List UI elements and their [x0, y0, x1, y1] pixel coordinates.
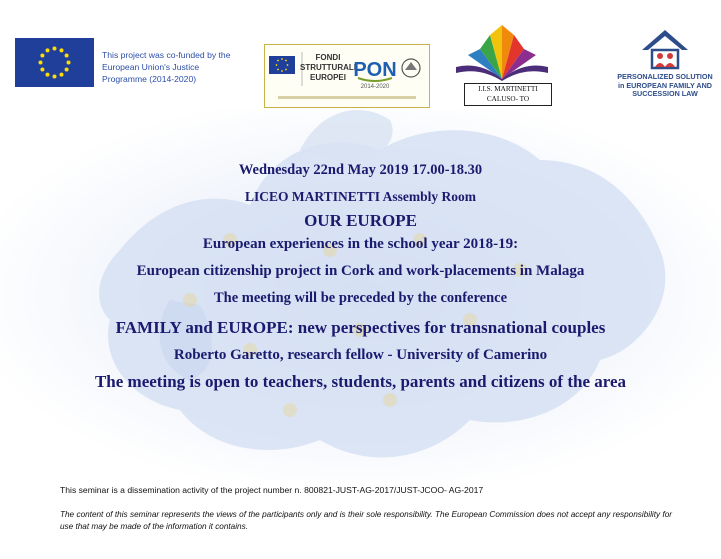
- project-logo-line3: SUCCESSION LAW: [632, 89, 698, 99]
- school-logo-icon: [450, 21, 554, 81]
- pon-years: 2014-2020: [360, 84, 390, 90]
- eu-funding-note: This project was co-funded by the European Union's Justice Programme (2014-2020): [102, 50, 231, 84]
- pon-line2: STRUTTURALI: [300, 63, 356, 72]
- pon-line1: FONDI: [315, 53, 341, 62]
- event-announcement: [40, 160, 681, 393]
- conference-speaker: Roberto Garetto, research fellow - University of Camerino: [173, 347, 548, 363]
- school-city: CALUSO- TO: [486, 94, 530, 103]
- pon-logo-icon: [264, 44, 430, 108]
- disclaimer-note: The content of this seminar represents the views of the participants only and is their sole responsibility. The European Commission does not accept any responsibility for use that may be made of the information it contains.: [60, 510, 672, 531]
- project-logo-line2: in EUROPEAN FAMILY AND: [618, 80, 712, 90]
- conference-title: FAMILY and EUROPE: new perspectives for transnational couples: [115, 318, 606, 337]
- event-date-time: Wednesday 22nd May 2019 17.00-18.30: [238, 162, 483, 178]
- school-name-box: [464, 83, 552, 106]
- eu-flag-icon: [15, 38, 94, 87]
- event-projects: European citizenship project in Cork and work-placements in Malaga: [136, 263, 585, 279]
- school-name: I.I.S. MARTINETTI: [478, 85, 538, 93]
- event-title: OUR EUROPE: [304, 211, 417, 230]
- pon-brand: PON: [353, 59, 397, 81]
- event-preceded: The meeting will be preceded by the conference: [213, 290, 508, 306]
- pon-line3: EUROPEI: [309, 73, 347, 82]
- project-logo-line1: PERSONALIZED SOLUTION: [617, 72, 713, 81]
- dissemination-note: This seminar is a dissemination activity of the project number n. 800821-JUST-AG-2017/JUST-JCOO- AG-2017: [60, 485, 484, 495]
- house-logo-icon: [640, 28, 690, 72]
- event-subtitle: European experiences in the school year 2018-19:: [202, 236, 519, 252]
- project-logo-text: [616, 73, 714, 99]
- event-venue: LICEO MARTINETTI Assembly Room: [245, 189, 476, 204]
- event-audience: The meeting is open to teachers, students, parents and citizens of the area: [94, 372, 627, 391]
